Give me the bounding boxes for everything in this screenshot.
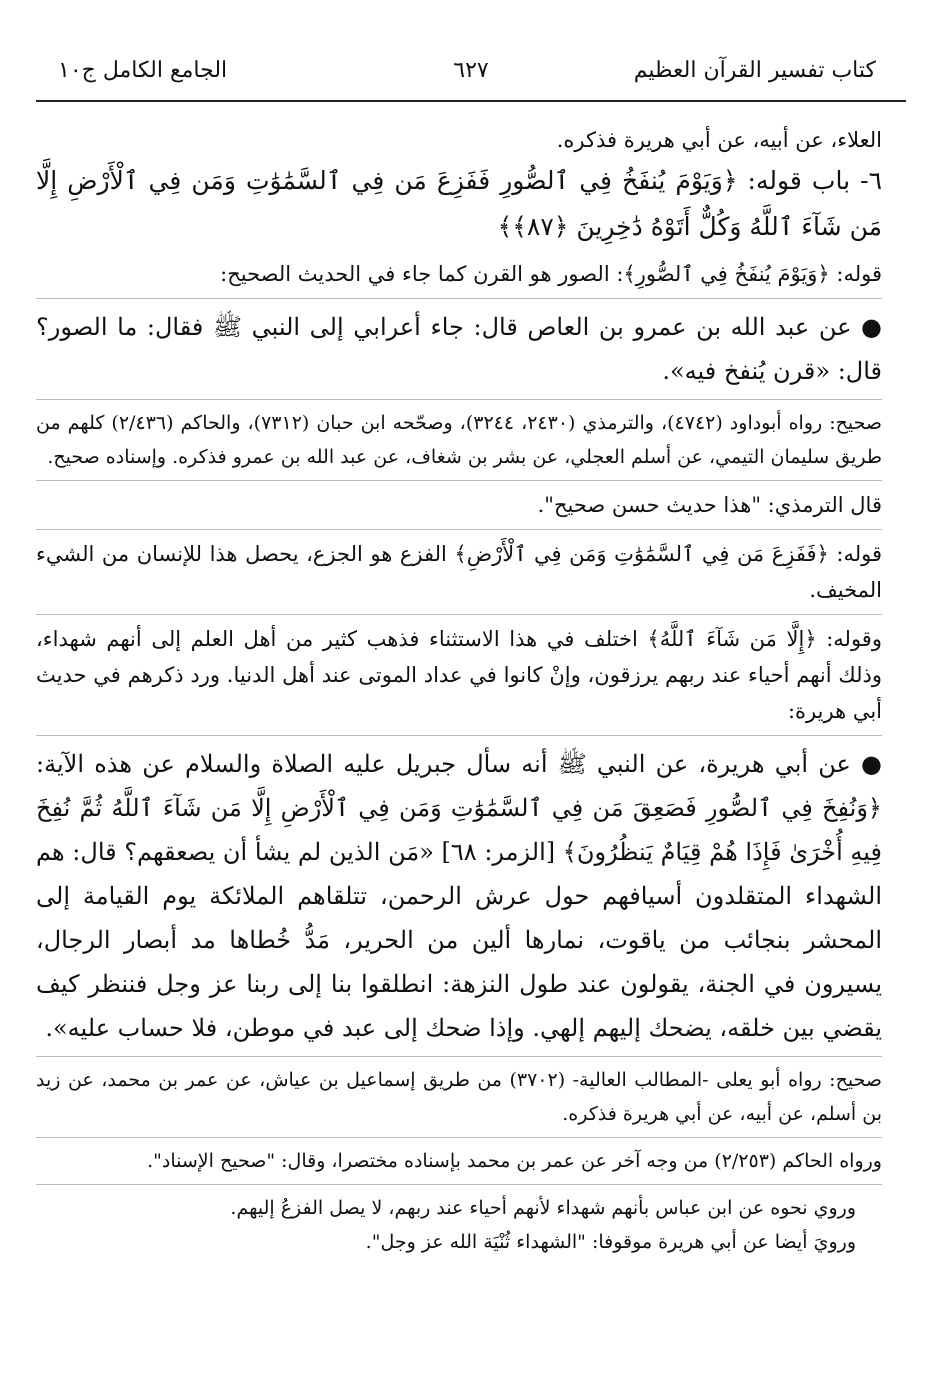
divider	[36, 529, 882, 530]
divider	[36, 399, 882, 400]
hadith-text: ● عن عبد الله بن عمرو بن العاص قال: جاء أعرابي إلى النبي ﷺ فقال: ما الصور؟ قال: «قرن يُنفخ فيه».	[36, 313, 882, 385]
takhrij-note: صحيح: رواه أبوداود (٤٧٤٢)، والترمذي (٢٤٣٠، ٣٢٤٤)، وصحّحه ابن حبان (٧٣١٢)، والحاكم (٢/٤٣٦) كلهم من طريق سليمان التيمي، عن أسلم العجلي، عن بشر بن شغاف، عن عبد الله بن عمرو فذكره. وإسناده صحيح.	[36, 412, 882, 468]
running-header-volume: الجامع الكامل ج١٠	[58, 58, 228, 83]
paragraph: وروي نحوه عن ابن عباس بأنهم شهداء لأنهم أحياء عند ربهم، لا يصل الفزعُ إليهم.	[230, 1197, 856, 1219]
takhrij-note: ورواه الحاكم (٢/٢٥٣) من وجه آخر عن عمر بن محمد بإسناده مختصرا، وقال: "صحيح الإسناد".	[147, 1150, 882, 1172]
divider	[36, 480, 882, 481]
page-body	[36, 122, 882, 1259]
divider	[36, 1184, 882, 1185]
running-header-book-title: كتاب تفسير القرآن العظيم	[633, 58, 876, 83]
divider	[36, 298, 882, 299]
hadith-text: ● عن أبي هريرة، عن النبي ﷺ أنه سأل جبريل عليه الصلاة والسلام عن هذه الآية: ﴿وَنُفِخَ فِي ٱلصُّورِ فَصَعِقَ مَن فِي ٱلسَّمَٰوَٰتِ وَمَن فِي ٱلْأَرْضِ إِلَّا مَن شَآءَ ٱللَّهُ ثُمَّ نُفِخَ فِيهِ أُخْرَىٰ فَإِذَا هُمْ قِيَامٌ يَنظُرُونَ﴾ [الزمر: ٦٨] «مَن الذين لم يشأ أن يصعقهم؟ قال: هم الشهداء المتقلدون أسيافهم حول عرش الرحمن، تتلقاهم الملائكة يوم القيامة إلى المحشر بنجائب من ياقوت، نمارها ألين من الحرير، مَدُّ خُطاها مد أبصار الرجال، يسيرون في الجنة، يقولون عند طول النزهة: انطلقوا بنا إلى ربنا عز وجل فننظر كيف يقضي بين خلقه، يضحك إليهم إلهي. وإذا ضحك إلى عبد في موطن، فلا حساب عليه».	[36, 750, 882, 1042]
paragraph: وقوله: ﴿إِلَّا مَن شَآءَ ٱللَّهُ﴾ اختلف في هذا الاستثناء فذهب كثير من أهل العلم إلى أنهم شهداء، وذلك أنهم أحياء عند ربهم يرزقون، وإنْ كانوا في عداد الموتى عند أهل الدنيا. ورد ذكرهم في حديث أبي هريرة:	[36, 627, 882, 723]
paragraph: قوله: ﴿فَفَزِعَ مَن فِي ٱلسَّمَٰوَٰتِ وَمَن فِي ٱلْأَرْضِ﴾ الفزع هو الجزع، يحصل هذا للإنسان من الشيء المخيف.	[36, 542, 882, 602]
divider	[36, 614, 882, 615]
takhrij-note: صحيح: رواه أبو يعلى -المطالب العالية- (٣٧٠٢) من طريق إسماعيل بن عياش، عن عمر بن محمد، عن زيد بن أسلم، عن أبيه، عن أبي هريرة فذكره.	[36, 1069, 882, 1125]
divider	[36, 1137, 882, 1138]
paragraph: العلاء، عن أبيه، عن أبي هريرة فذكره.	[556, 128, 882, 152]
header-rule	[36, 100, 906, 102]
paragraph: قوله: ﴿وَيَوْمَ يُنفَخُ فِي ٱلصُّورِ﴾: الصور هو القرن كما جاء في الحديث الصحيح:	[220, 262, 882, 286]
paragraph: قال الترمذي: "هذا حديث حسن صحيح".	[537, 493, 882, 517]
divider	[36, 735, 882, 736]
paragraph: ورويَ أيضا عن أبي هريرة موقوفا: "الشهداء ثُنْيَة الله عز وجل".	[365, 1231, 856, 1253]
divider	[36, 1056, 882, 1057]
chapter-heading: ٦- باب قوله: ﴿وَيَوْمَ يُنفَخُ فِي ٱلصُّورِ فَفَزِعَ مَن فِي ٱلسَّمَٰوَٰتِ وَمَن فِي ٱلْأَرْضِ إِلَّا مَن شَآءَ ٱللَّهُ وَكُلٌّ أَتَوْهُ دَٰخِرِينَ ﴿٨٧﴾﴾	[36, 166, 882, 241]
page-number: ٦٢٧	[453, 58, 489, 83]
